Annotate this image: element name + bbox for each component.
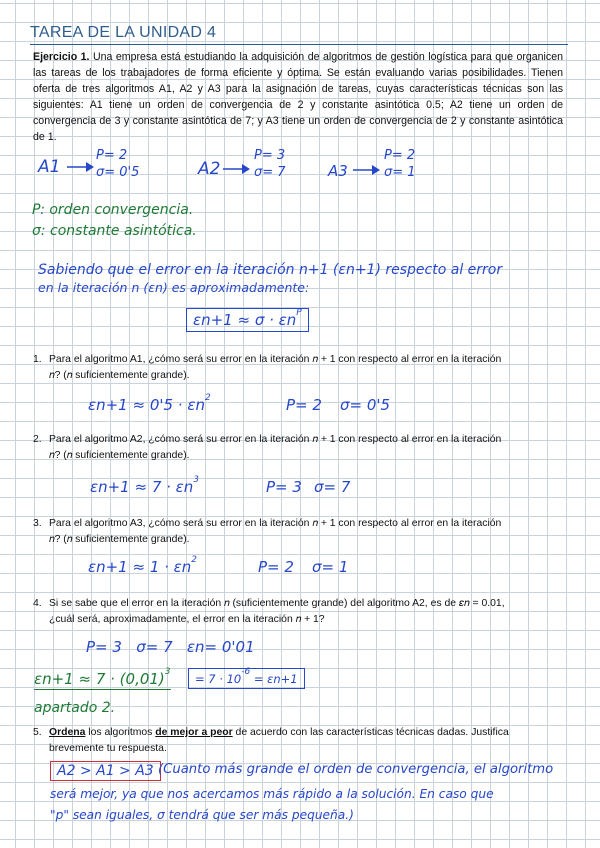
question-text-1: Si se sabe que el error en la iteración 𝑛 (suficientemente grande) del algoritmo A2, es de 𝜀𝑛 = 0.01,: [49, 598, 505, 609]
answer-exponent: 2: [204, 393, 211, 403]
question-text-2: ¿cuál será, aproximadamente, el error en la iteración 𝑛 + 1?: [49, 614, 325, 625]
q5-justification-3: "p" sean iguales, σ tendrá que ser más pequeña.): [50, 808, 354, 822]
answer-formula: εn+1 ≈ 0'5 · εn: [88, 396, 205, 414]
q4-result-tail: = εn+1: [250, 671, 298, 686]
algo-a3-p: P= 2: [384, 148, 416, 163]
q4-note: apartado 2.: [34, 700, 116, 716]
answer-exponent: 3: [193, 475, 200, 485]
q4-calc-formula: εn+1 ≈ 7 · (0,01): [34, 670, 165, 688]
algo-a2-sigma: σ= 7: [254, 165, 286, 180]
q4-result-exponent: -6: [241, 667, 251, 677]
arrow-icon: [66, 160, 96, 174]
q4-result-box: [188, 668, 305, 689]
q5-ordena: Ordena: [49, 727, 86, 738]
q5-justification-1: (Cuanto más grande el orden de convergencia, el algoritmo: [158, 762, 554, 777]
q4-result: = 7 · 10: [195, 671, 242, 686]
answer-exponent: 2: [191, 555, 198, 565]
title-rule: [30, 44, 568, 45]
question-3: [33, 516, 573, 548]
question-number: 5.: [33, 727, 42, 738]
answer-formula: εn+1 ≈ 1 · εn: [88, 558, 192, 576]
question-number: 3.: [33, 518, 42, 529]
question-text-1: Para el algoritmo A2, ¿cómo será su error en la iteración 𝑛 + 1 con respecto al error en la iteración: [49, 434, 502, 445]
exercise-statement: [33, 49, 563, 145]
question-1: [33, 352, 573, 384]
q4-given-values: P= 3 σ= 7 εn= 0'01: [86, 638, 255, 656]
exercise-text: Una empresa está estudiando la adquisición de algoritmos de gestión logística para que organicen las tareas de los trabajadores de forma eficiente y óptima. Se están evaluando varias posibilidades. Tienen oferta de tres algoritmos A1, A2 y A3 para la asignación de tareas, cuyas características técnicas son las siguientes: A1 tiene un orden de convergencia de 2 y constante asintótica 0.5; A2 tiene un orden de convergencia de 3 y constante asintótica de 7; y A3 tiene un orden de convergencia de 2 y constante asintótica de 1.: [33, 51, 563, 143]
q5-post: de acuerdo con las características técnicas dadas. Justifica: [232, 727, 509, 738]
q5-emphasis: de mejor a peor: [155, 727, 233, 738]
q4-calc-exponent: 3: [164, 667, 171, 677]
page-title: TAREA DE LA UNIDAD 4: [30, 24, 217, 41]
question-number: 4.: [33, 598, 42, 609]
answer-formula: εn+1 ≈ 7 · εn: [90, 478, 194, 496]
question-text-2: brevemente tu respuesta.: [49, 743, 167, 754]
q5-mid: los algoritmos: [85, 727, 156, 738]
question-text-2: 𝑛? (𝑛 suficientemente grande).: [49, 370, 190, 381]
q5-justification-2: será mejor, ya que nos acercamos más rápido a la solución. En caso que: [50, 787, 494, 801]
q5-order-box: A2 > A1 > A3: [50, 761, 161, 781]
answer-3-sigma: σ= 1: [312, 558, 349, 576]
general-formula-exponent: P: [296, 308, 302, 318]
question-2: [33, 432, 573, 464]
algo-a1-p: P= 2: [96, 148, 128, 163]
answer-3-p: P= 2: [258, 558, 294, 576]
algo-a2-p: P= 3: [254, 148, 286, 163]
statement-line-1: Sabiendo que el error en la iteración n+1 (εn+1) respecto al error: [38, 262, 503, 278]
answer-1-p: P= 2: [286, 396, 322, 414]
arrow-icon: [222, 162, 252, 176]
answer-2-p: P= 3: [266, 478, 302, 496]
question-text-1: [49, 725, 578, 741]
question-text-1: Para el algoritmo A1, ¿cómo será su error en la iteración 𝑛 + 1 con respecto al error en la iteración: [49, 354, 502, 365]
legend-sigma: σ: constante asintótica.: [32, 223, 197, 239]
algo-a3-name: A3: [328, 162, 348, 180]
legend-p: P: orden convergencia.: [32, 202, 194, 218]
q4-calculation: [34, 667, 171, 690]
question-text-2: 𝑛? (𝑛 suficientemente grande).: [49, 450, 190, 461]
answer-2-sigma: σ= 7: [314, 478, 351, 496]
algo-a1-sigma: σ= 0'5: [96, 165, 140, 180]
answer-3: [88, 555, 198, 576]
question-text-1: Para el algoritmo A3, ¿cómo será su error en la iteración 𝑛 + 1 con respecto al error en la iteración: [49, 518, 502, 529]
question-text-2: 𝑛? (𝑛 suficientemente grande).: [49, 534, 190, 545]
question-number: 1.: [33, 354, 42, 365]
algo-a1-name: A1: [38, 157, 61, 177]
question-4: [33, 596, 578, 628]
general-formula: εn+1 ≈ σ · εn: [193, 311, 297, 329]
statement-line-2: en la iteración n (εn) es aproximadamente:: [38, 280, 310, 295]
general-formula-box: [186, 308, 309, 332]
question-5: [33, 725, 578, 757]
answer-1: [88, 393, 211, 414]
question-number: 2.: [33, 434, 42, 445]
arrow-icon: [352, 163, 382, 177]
algo-a3-sigma: σ= 1: [384, 165, 416, 180]
algo-a2-name: A2: [198, 159, 221, 179]
answer-1-sigma: σ= 0'5: [340, 396, 391, 414]
answer-2: [90, 475, 200, 496]
exercise-label: Ejercicio 1.: [33, 51, 90, 63]
